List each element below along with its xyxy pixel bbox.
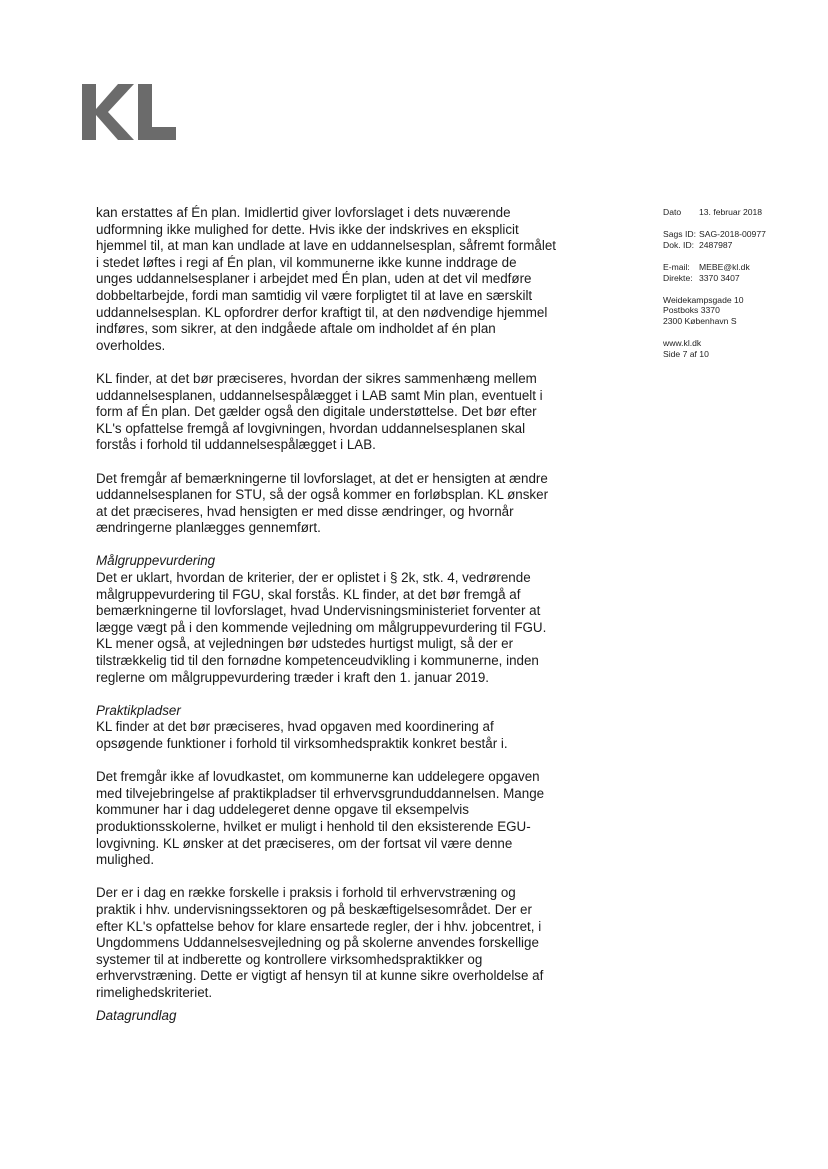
body-paragraph	[96, 703, 556, 753]
metadata-line	[663, 316, 813, 327]
metadata-value: Postboks 3370	[663, 305, 720, 316]
metadata-label: Dato	[663, 207, 682, 217]
metadata-value: Side 7 af 10	[663, 349, 709, 360]
metadata-line	[663, 295, 813, 306]
metadata-group	[663, 207, 813, 218]
body-paragraph	[96, 885, 556, 1001]
metadata-line	[663, 207, 813, 218]
metadata-value: SAG-2018-00977	[699, 228, 766, 239]
metadata-group	[663, 262, 813, 284]
metadata-label: Dok. ID:	[663, 239, 695, 250]
metadata-value: www.kl.dk	[663, 338, 702, 349]
kl-logo	[82, 84, 176, 140]
paragraph-text: KL finder, at det bør præciseres, hvordan der sikres sammenhæng mellem uddannelsesplanen, uddannelsespålægget i LAB samt Min plan, eventuelt i form af Én plan. Det gælder også den digitale understøttelse. Det bør efter KL's opfattelse fremgå af lovgivningen, hvordan uddannelsesplanen skal forstås i forhold til uddannelsespålægget i LAB.	[96, 370, 543, 453]
metadata-value: 3370 3407	[699, 272, 740, 283]
metadata-line	[663, 240, 813, 251]
letter-metadata	[663, 207, 813, 371]
metadata-label: E-mail:	[663, 261, 690, 272]
section-heading: Praktikpladser	[96, 702, 181, 718]
metadata-group	[663, 295, 813, 328]
metadata-value: 13. februar 2018	[699, 207, 763, 217]
metadata-line	[663, 349, 813, 360]
body-paragraph	[96, 769, 556, 869]
letter-body	[96, 205, 556, 1018]
metadata-group	[663, 229, 813, 251]
body-paragraph	[96, 553, 556, 686]
metadata-line	[663, 229, 813, 240]
section-heading-datagrundlag: Datagrundlag	[96, 1008, 177, 1023]
metadata-value: MEBE@kl.dk	[699, 261, 750, 272]
metadata-line	[663, 262, 813, 273]
section-heading: Målgruppevurdering	[96, 553, 216, 569]
metadata-label: Direkte:	[663, 272, 693, 283]
body-paragraph	[96, 371, 556, 454]
metadata-value: 2487987	[699, 239, 733, 250]
body-paragraph	[96, 205, 556, 354]
metadata-line	[663, 305, 813, 316]
metadata-line	[663, 273, 813, 284]
paragraph-text: kan erstattes af Én plan. Imidlertid giver lovforslaget i dets nuværende udformning ikke mulighed for dette. Hvis ikke der indskrives en eksplicit hjemmel til, at man kan undlade at lave en uddannelsesplan, såfremt formålet i stedet løftes i regi af Én plan, vil kommunerne ikke kunne inddrage de unges uddannelsesplaner i arbejdet med Én plan, uden at det vil medføre dobbeltarbejde, fordi man samtidig vil være forpligtet til at lave en særskilt uddannelsesplan. KL opfordrer derfor kraftigt til, at den nødvendige hjemmel indføres, som sikrer, at den indgåede aftale om indholdet af én plan overholdes.	[96, 205, 557, 353]
paragraph-text: Det er uklart, hvordan de kriterier, der er oplistet i § 2k, stk. 4, vedrørende målgruppevurdering til FGU, skal forstås. KL finder, at det bør fremgå af bemærkningerne til lovforslaget, hvad Undervisningsministeriet forventer at lægge vægt på i den kommende vejledning om målgruppevurdering til FGU. KL mener også, at vejledningen bør udstedes hurtigst muligt, så der er tilstrækkelig tid til den fornødne kompetenceudvikling i kommunerne, inden reglerne om målgruppevurdering træder i kraft den 1. januar 2019.	[96, 570, 547, 685]
metadata-value: Weidekampsgade 10	[663, 294, 744, 305]
metadata-value: 2300 København S	[663, 316, 737, 327]
paragraph-text: Det fremgår af bemærkningerne til lovforslaget, at det er hensigten at ændre uddannelsesplanen for STU, så der også kommer en forløbsplan. KL ønsker at det præciseres, hvad hensigten er med disse ændringer, og hvornår ændringerne planlægges gennemført.	[96, 470, 549, 536]
metadata-label: Sags ID:	[663, 228, 696, 239]
metadata-line	[663, 338, 813, 349]
paragraph-text: Det fremgår ikke af lovudkastet, om kommunerne kan uddelegere opgaven med tilvejebringelse af praktikpladser til erhvervsgrunduddannelsen. Mange kommuner har i dag uddelegeret denne opgave til eksempelvis produktionsskolerne, hvilket er muligt i henhold til den eksisterende EGU-lovgivning. KL ønsker at det præciseres, om der fortsat vil være denne mulighed.	[96, 769, 545, 868]
paragraph-text: KL finder at det bør præciseres, hvad opgaven med koordinering af opsøgende funktioner i forhold til virksomhedspraktik konkret består i.	[96, 719, 508, 751]
paragraph-text: Der er i dag en række forskelle i praksis i forhold til erhvervstræning og praktik i hhv. undervisningssektoren og på beskæftigelsesområdet. Der er efter KL's opfattelse behov for klare ensartede regler, der i hhv. jobcentret, i Ungdommens Uddannelsesvejledning og på skolerne anvendes forskellige systemer til at indberette og kontrollere virksomhedspraktikker og erhvervstræning. Dette er vigtigt af hensyn til at kunne sikre overholdelse af rimelighedskriteriet.	[96, 885, 544, 1000]
body-paragraph	[96, 471, 556, 537]
metadata-group	[663, 338, 813, 360]
